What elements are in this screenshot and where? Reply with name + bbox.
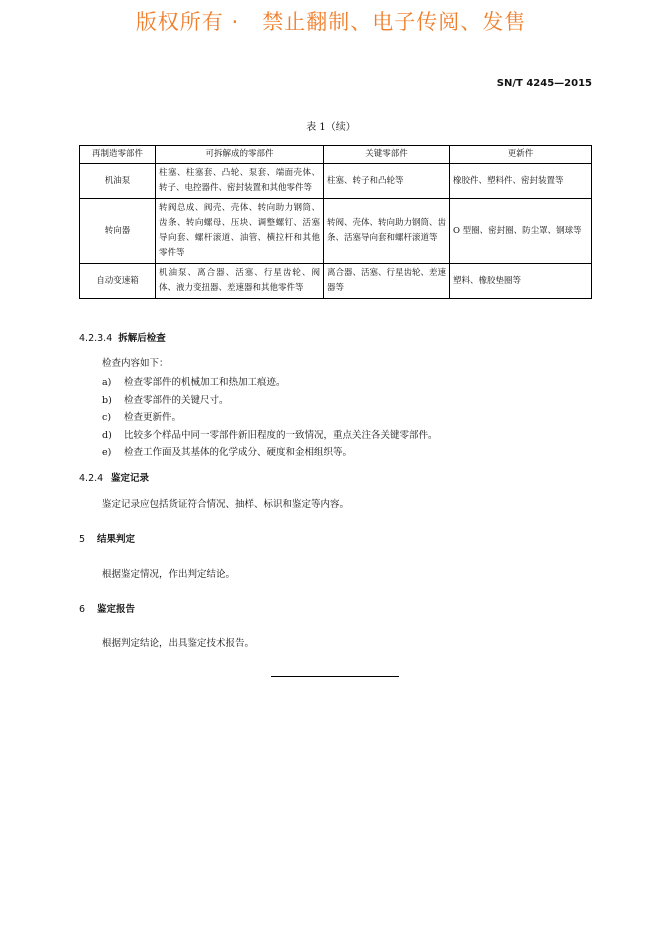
section-number: 5 bbox=[79, 534, 86, 545]
list-text: 比较多个样品中同一零部件新旧程度的一致情况，重点关注各关键零部件。 bbox=[124, 429, 438, 441]
list-item bbox=[102, 374, 438, 392]
section-heading-5 bbox=[79, 531, 135, 545]
section-paragraph: 根据判定结论，出具鉴定技术报告。 bbox=[102, 638, 255, 649]
end-rule bbox=[271, 676, 399, 677]
section-title: 拆解后检查 bbox=[118, 333, 166, 344]
table-cell-part: 转向器 bbox=[80, 199, 156, 264]
table-cell-replacements: 橡胶件、塑料件、密封装置等 bbox=[450, 164, 592, 199]
list-item bbox=[102, 392, 438, 410]
list-text: 检查零部件的关键尺寸。 bbox=[124, 394, 229, 406]
list-item bbox=[102, 444, 438, 462]
table-cell-components: 转阀总成、阀壳、壳体、转向助力钢筒、齿条、转向螺母、压块、调整螺钉、活塞导向套、螺杆滚道、油管、横拉杆和其他零件等 bbox=[156, 199, 324, 264]
table-cell-key-parts: 转阀、壳体、转向助力钢筒、齿条、活塞导向套和螺杆滚道等 bbox=[324, 199, 450, 264]
table-header-cell: 更新件 bbox=[450, 146, 592, 164]
table-header-cell: 再制造零部件 bbox=[80, 146, 156, 164]
section-intro: 检查内容如下： bbox=[102, 358, 169, 369]
standard-code: SN/T 4245—2015 bbox=[496, 78, 592, 89]
section-title: 鉴定报告 bbox=[97, 604, 136, 615]
table-cell-part: 机油泵 bbox=[80, 164, 156, 199]
table-header-cell: 可拆解成的零部件 bbox=[156, 146, 324, 164]
list-marker: e) bbox=[102, 447, 112, 458]
table-row bbox=[80, 264, 592, 299]
section-paragraph: 根据鉴定情况，作出判定结论。 bbox=[102, 569, 236, 580]
section-title: 结果判定 bbox=[97, 534, 136, 545]
section-heading-4234 bbox=[79, 330, 166, 344]
copyright-watermark: 版权所有 · 禁止翻制、电子传阅、发售 bbox=[135, 10, 527, 34]
section-paragraph: 鉴定记录应包括货证符合情况、抽样、标识和鉴定等内容。 bbox=[102, 499, 350, 510]
check-list bbox=[102, 374, 438, 462]
section-title: 鉴定记录 bbox=[111, 473, 150, 484]
list-text: 检查零部件的机械加工和热加工痕迹。 bbox=[124, 377, 286, 388]
table-header-row bbox=[80, 146, 592, 164]
list-marker: a) bbox=[102, 377, 112, 388]
list-item bbox=[102, 427, 438, 445]
table-cell-part: 自动变速箱 bbox=[80, 264, 156, 299]
list-marker: c) bbox=[102, 412, 112, 423]
parts-table bbox=[79, 145, 592, 299]
section-number: 4.2.3.4 bbox=[79, 333, 113, 344]
table-cell-key-parts: 离合器、活塞、行星齿轮、差速器等 bbox=[324, 264, 450, 299]
section-number: 6 bbox=[79, 604, 86, 615]
list-text: 检查工作面及其基体的化学成分、硬度和金相组织等。 bbox=[124, 447, 353, 458]
list-marker: b) bbox=[102, 394, 112, 406]
list-text: 检查更新件。 bbox=[124, 412, 182, 423]
table-cell-components: 柱塞、柱塞套、凸轮、泵套、端面壳体、转子、电控器件、密封装置和其他零件等 bbox=[156, 164, 324, 199]
table-cell-components: 机油泵、离合器、活塞、行星齿轮、阀体、液力变扭器、差速器和其他零件等 bbox=[156, 264, 324, 299]
table-cell-key-parts: 柱塞、转子和凸轮等 bbox=[324, 164, 450, 199]
table-row bbox=[80, 199, 592, 264]
table-caption: 表 1（续） bbox=[306, 122, 356, 133]
list-marker: d) bbox=[102, 429, 112, 441]
section-number: 4.2.4 bbox=[79, 473, 104, 484]
table-cell-replacements: O 型圈、密封圈、防尘罩、钢球等 bbox=[450, 199, 592, 264]
table-row bbox=[80, 164, 592, 199]
list-item bbox=[102, 409, 438, 427]
table-header-cell: 关键零部件 bbox=[324, 146, 450, 164]
table-cell-replacements: 塑料、橡胶垫圈等 bbox=[450, 264, 592, 299]
section-heading-6 bbox=[79, 601, 135, 615]
section-heading-424 bbox=[79, 470, 149, 484]
